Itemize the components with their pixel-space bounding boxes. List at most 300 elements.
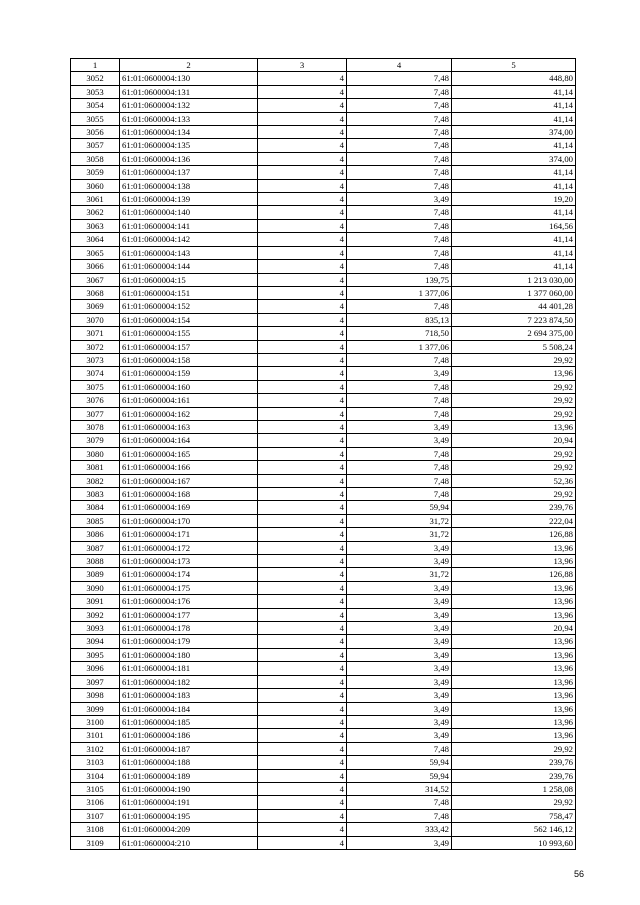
area-value: 3,49: [347, 662, 452, 675]
category-code: 4: [258, 112, 347, 125]
cadastral-number: 61:01:0600004:174: [120, 568, 258, 581]
table-row: [71, 233, 576, 246]
table-row: [71, 541, 576, 554]
cost-value: 10 993,60: [452, 836, 576, 849]
area-value: 59,94: [347, 501, 452, 514]
category-code: 4: [258, 313, 347, 326]
cost-value: 13,96: [452, 367, 576, 380]
cadastral-number: 61:01:0600004:165: [120, 447, 258, 460]
row-number: 3100: [71, 715, 120, 728]
table-row: [71, 126, 576, 139]
row-number: 3104: [71, 769, 120, 782]
cadastral-number: 61:01:0600004:154: [120, 313, 258, 326]
row-number: 3071: [71, 327, 120, 340]
table-row: [71, 662, 576, 675]
cadastral-number: 61:01:0600004:178: [120, 622, 258, 635]
category-code: 4: [258, 461, 347, 474]
cadastral-number: 61:01:0600004:143: [120, 246, 258, 259]
area-value: 59,94: [347, 756, 452, 769]
cadastral-number: 61:01:0600004:186: [120, 729, 258, 742]
cost-value: 13,96: [452, 702, 576, 715]
category-code: 4: [258, 179, 347, 192]
table-row: [71, 756, 576, 769]
table-row: [71, 702, 576, 715]
cadastral-number: 61:01:0600004:185: [120, 715, 258, 728]
row-number: 3081: [71, 461, 120, 474]
cadastral-number: 61:01:0600004:139: [120, 193, 258, 206]
category-code: 4: [258, 407, 347, 420]
category-code: 4: [258, 635, 347, 648]
row-number: 3073: [71, 353, 120, 366]
area-value: 3,49: [347, 420, 452, 433]
category-code: 4: [258, 139, 347, 152]
cost-value: 374,00: [452, 152, 576, 165]
cost-value: 126,88: [452, 528, 576, 541]
row-number: 3052: [71, 72, 120, 85]
cadastral-number: 61:01:0600004:131: [120, 85, 258, 98]
row-number: 3076: [71, 394, 120, 407]
cadastral-number: 61:01:0600004:209: [120, 823, 258, 836]
category-code: 4: [258, 675, 347, 688]
cadastral-number: 61:01:0600004:138: [120, 179, 258, 192]
category-code: 4: [258, 756, 347, 769]
area-value: 7,48: [347, 85, 452, 98]
cost-value: 448,80: [452, 72, 576, 85]
category-code: 4: [258, 394, 347, 407]
cost-value: 7 223 874,50: [452, 313, 576, 326]
cadastral-number: 61:01:0600004:15: [120, 273, 258, 286]
cost-value: 41,14: [452, 206, 576, 219]
category-code: 4: [258, 836, 347, 849]
category-code: 4: [258, 689, 347, 702]
area-value: 59,94: [347, 769, 452, 782]
cost-value: 13,96: [452, 581, 576, 594]
row-number: 3060: [71, 179, 120, 192]
cadastral-number: 61:01:0600004:133: [120, 112, 258, 125]
cadastral-number: 61:01:0600004:176: [120, 595, 258, 608]
cadastral-number: 61:01:0600004:164: [120, 434, 258, 447]
cadastral-number: 61:01:0600004:160: [120, 380, 258, 393]
cost-value: 41,14: [452, 99, 576, 112]
table-header-row: [71, 59, 576, 72]
cadastral-number: 61:01:0600004:169: [120, 501, 258, 514]
column-header: 4: [347, 59, 452, 72]
cost-value: 41,14: [452, 260, 576, 273]
row-number: 3059: [71, 166, 120, 179]
category-code: 4: [258, 769, 347, 782]
category-code: 4: [258, 260, 347, 273]
category-code: 4: [258, 514, 347, 527]
row-number: 3099: [71, 702, 120, 715]
column-header: 1: [71, 59, 120, 72]
area-value: 3,49: [347, 715, 452, 728]
category-code: 4: [258, 340, 347, 353]
row-number: 3087: [71, 541, 120, 554]
cost-value: 13,96: [452, 541, 576, 554]
table-row: [71, 501, 576, 514]
cadastral-number: 61:01:0600004:167: [120, 474, 258, 487]
table-row: [71, 139, 576, 152]
cadastral-number: 61:01:0600004:184: [120, 702, 258, 715]
cadastral-number: 61:01:0600004:157: [120, 340, 258, 353]
cost-value: 52,36: [452, 474, 576, 487]
row-number: 3061: [71, 193, 120, 206]
table-row: [71, 219, 576, 232]
row-number: 3107: [71, 809, 120, 822]
table-row: [71, 327, 576, 340]
column-header: 3: [258, 59, 347, 72]
table-row: [71, 608, 576, 621]
column-header: 2: [120, 59, 258, 72]
table-row: [71, 206, 576, 219]
table-row: [71, 313, 576, 326]
cost-value: 13,96: [452, 729, 576, 742]
cost-value: 222,04: [452, 514, 576, 527]
row-number: 3064: [71, 233, 120, 246]
category-code: 4: [258, 152, 347, 165]
cadastral-number: 61:01:0600004:161: [120, 394, 258, 407]
category-code: 4: [258, 622, 347, 635]
table-row: [71, 715, 576, 728]
row-number: 3106: [71, 796, 120, 809]
category-code: 4: [258, 246, 347, 259]
cadastral-number: 61:01:0600004:172: [120, 541, 258, 554]
cadastral-number: 61:01:0600004:180: [120, 648, 258, 661]
cadastral-number: 61:01:0600004:195: [120, 809, 258, 822]
cost-value: 562 146,12: [452, 823, 576, 836]
table-row: [71, 246, 576, 259]
category-code: 4: [258, 608, 347, 621]
cost-value: 29,92: [452, 447, 576, 460]
category-code: 4: [258, 286, 347, 299]
row-number: 3072: [71, 340, 120, 353]
category-code: 4: [258, 193, 347, 206]
area-value: 3,49: [347, 702, 452, 715]
category-code: 4: [258, 488, 347, 501]
cadastral-number: 61:01:0600004:181: [120, 662, 258, 675]
table-row: [71, 809, 576, 822]
table-row: [71, 488, 576, 501]
row-number: 3080: [71, 447, 120, 460]
row-number: 3068: [71, 286, 120, 299]
area-value: 3,49: [347, 622, 452, 635]
area-value: 7,48: [347, 152, 452, 165]
area-value: 3,49: [347, 635, 452, 648]
row-number: 3084: [71, 501, 120, 514]
cost-value: 2 694 375,00: [452, 327, 576, 340]
row-number: 3089: [71, 568, 120, 581]
category-code: 4: [258, 300, 347, 313]
cost-value: 41,14: [452, 166, 576, 179]
table-row: [71, 474, 576, 487]
category-code: 4: [258, 420, 347, 433]
area-value: 7,48: [347, 488, 452, 501]
cadastral-number: 61:01:0600004:188: [120, 756, 258, 769]
area-value: 7,48: [347, 474, 452, 487]
table-row: [71, 568, 576, 581]
area-value: 7,48: [347, 72, 452, 85]
row-number: 3088: [71, 555, 120, 568]
area-value: 3,49: [347, 555, 452, 568]
table-row: [71, 380, 576, 393]
table-row: [71, 179, 576, 192]
area-value: 7,48: [347, 407, 452, 420]
cost-value: 1 258,08: [452, 782, 576, 795]
cost-value: 13,96: [452, 648, 576, 661]
area-value: 718,50: [347, 327, 452, 340]
cost-value: 29,92: [452, 394, 576, 407]
row-number: 3056: [71, 126, 120, 139]
row-number: 3066: [71, 260, 120, 273]
category-code: 4: [258, 796, 347, 809]
cadastral-number: 61:01:0600004:191: [120, 796, 258, 809]
category-code: 4: [258, 72, 347, 85]
row-number: 3094: [71, 635, 120, 648]
row-number: 3077: [71, 407, 120, 420]
table-row: [71, 581, 576, 594]
cadastral-number: 61:01:0600004:168: [120, 488, 258, 501]
row-number: 3069: [71, 300, 120, 313]
row-number: 3091: [71, 595, 120, 608]
row-number: 3103: [71, 756, 120, 769]
cost-value: 29,92: [452, 461, 576, 474]
area-value: 3,49: [347, 581, 452, 594]
row-number: 3074: [71, 367, 120, 380]
category-code: 4: [258, 367, 347, 380]
area-value: 3,49: [347, 608, 452, 621]
area-value: 7,48: [347, 742, 452, 755]
category-code: 4: [258, 273, 347, 286]
area-value: 1 377,06: [347, 340, 452, 353]
table-row: [71, 193, 576, 206]
row-number: 3062: [71, 206, 120, 219]
cadastral-number: 61:01:0600004:134: [120, 126, 258, 139]
cost-value: 20,94: [452, 622, 576, 635]
table-row: [71, 420, 576, 433]
row-number: 3082: [71, 474, 120, 487]
cost-value: 29,92: [452, 407, 576, 420]
area-value: 7,48: [347, 112, 452, 125]
cadastral-number: 61:01:0600004:210: [120, 836, 258, 849]
table-row: [71, 447, 576, 460]
row-number: 3079: [71, 434, 120, 447]
table-row: [71, 434, 576, 447]
area-value: 7,48: [347, 796, 452, 809]
row-number: 3086: [71, 528, 120, 541]
category-code: 4: [258, 541, 347, 554]
cadastral-number: 61:01:0600004:177: [120, 608, 258, 621]
table-row: [71, 260, 576, 273]
table-row: [71, 796, 576, 809]
table-row: [71, 407, 576, 420]
area-value: 3,49: [347, 729, 452, 742]
cadastral-number: 61:01:0600004:162: [120, 407, 258, 420]
cadastral-number: 61:01:0600004:141: [120, 219, 258, 232]
area-value: 7,48: [347, 300, 452, 313]
row-number: 3105: [71, 782, 120, 795]
area-value: 31,72: [347, 514, 452, 527]
category-code: 4: [258, 742, 347, 755]
area-value: 7,48: [347, 353, 452, 366]
table-row: [71, 635, 576, 648]
area-value: 7,48: [347, 219, 452, 232]
category-code: 4: [258, 568, 347, 581]
cadastral-number: 61:01:0600004:187: [120, 742, 258, 755]
area-value: 7,48: [347, 394, 452, 407]
row-number: 3057: [71, 139, 120, 152]
area-value: 31,72: [347, 528, 452, 541]
table-row: [71, 782, 576, 795]
category-code: 4: [258, 126, 347, 139]
category-code: 4: [258, 434, 347, 447]
area-value: 7,48: [347, 99, 452, 112]
category-code: 4: [258, 528, 347, 541]
cost-value: 41,14: [452, 233, 576, 246]
cadastral-number: 61:01:0600004:142: [120, 233, 258, 246]
cost-value: 13,96: [452, 715, 576, 728]
cost-value: 41,14: [452, 139, 576, 152]
category-code: 4: [258, 85, 347, 98]
table-row: [71, 769, 576, 782]
row-number: 3067: [71, 273, 120, 286]
table-row: [71, 340, 576, 353]
table-row: [71, 394, 576, 407]
cost-value: 126,88: [452, 568, 576, 581]
category-code: 4: [258, 809, 347, 822]
cost-value: 13,96: [452, 420, 576, 433]
table-row: [71, 555, 576, 568]
column-header: 5: [452, 59, 576, 72]
cost-value: 239,76: [452, 501, 576, 514]
cadastral-number: 61:01:0600004:132: [120, 99, 258, 112]
cadastral-number: 61:01:0600004:166: [120, 461, 258, 474]
row-number: 3078: [71, 420, 120, 433]
row-number: 3098: [71, 689, 120, 702]
row-number: 3102: [71, 742, 120, 755]
cost-value: 44 401,28: [452, 300, 576, 313]
cost-value: 29,92: [452, 796, 576, 809]
category-code: 4: [258, 595, 347, 608]
table-row: [71, 72, 576, 85]
table-row: [71, 353, 576, 366]
cost-value: 41,14: [452, 112, 576, 125]
cost-value: 20,94: [452, 434, 576, 447]
cost-value: 13,96: [452, 608, 576, 621]
category-code: 4: [258, 353, 347, 366]
cadastral-number: 61:01:0600004:189: [120, 769, 258, 782]
cost-value: 13,96: [452, 675, 576, 688]
category-code: 4: [258, 729, 347, 742]
page-number: 56: [573, 869, 584, 879]
category-code: 4: [258, 702, 347, 715]
cadastral-number: 61:01:0600004:136: [120, 152, 258, 165]
table-row: [71, 595, 576, 608]
cost-value: 13,96: [452, 595, 576, 608]
row-number: 3075: [71, 380, 120, 393]
cost-value: 758,47: [452, 809, 576, 822]
area-value: 7,48: [347, 809, 452, 822]
area-value: 139,75: [347, 273, 452, 286]
cadastral-number: 61:01:0600004:151: [120, 286, 258, 299]
area-value: 3,49: [347, 689, 452, 702]
cost-value: 1 377 060,00: [452, 286, 576, 299]
cost-value: 29,92: [452, 380, 576, 393]
cost-value: 164,56: [452, 219, 576, 232]
cost-value: 13,96: [452, 689, 576, 702]
area-value: 7,48: [347, 246, 452, 259]
area-value: 314,52: [347, 782, 452, 795]
table-row: [71, 99, 576, 112]
cadastral-number: 61:01:0600004:175: [120, 581, 258, 594]
category-code: 4: [258, 648, 347, 661]
area-value: 7,48: [347, 126, 452, 139]
area-value: 3,49: [347, 675, 452, 688]
row-number: 3085: [71, 514, 120, 527]
cadastral-number: 61:01:0600004:158: [120, 353, 258, 366]
table-row: [71, 514, 576, 527]
area-value: 7,48: [347, 179, 452, 192]
category-code: 4: [258, 662, 347, 675]
row-number: 3095: [71, 648, 120, 661]
cost-value: 13,96: [452, 555, 576, 568]
cost-value: 13,96: [452, 635, 576, 648]
area-value: 835,13: [347, 313, 452, 326]
cadastral-number: 61:01:0600004:137: [120, 166, 258, 179]
category-code: 4: [258, 447, 347, 460]
cost-value: 29,92: [452, 353, 576, 366]
cadastral-number: 61:01:0600004:140: [120, 206, 258, 219]
category-code: 4: [258, 233, 347, 246]
row-number: 3054: [71, 99, 120, 112]
area-value: 3,49: [347, 367, 452, 380]
row-number: 3108: [71, 823, 120, 836]
cost-value: 239,76: [452, 756, 576, 769]
row-number: 3109: [71, 836, 120, 849]
area-value: 7,48: [347, 206, 452, 219]
category-code: 4: [258, 219, 347, 232]
table-row: [71, 675, 576, 688]
category-code: 4: [258, 99, 347, 112]
row-number: 3090: [71, 581, 120, 594]
cadastral-number: 61:01:0600004:190: [120, 782, 258, 795]
category-code: 4: [258, 782, 347, 795]
table-row: [71, 112, 576, 125]
table-row: [71, 300, 576, 313]
row-number: 3096: [71, 662, 120, 675]
table-row: [71, 729, 576, 742]
cost-value: 41,14: [452, 246, 576, 259]
table-body: [71, 72, 576, 850]
cost-value: 374,00: [452, 126, 576, 139]
cadastral-number: 61:01:0600004:144: [120, 260, 258, 273]
area-value: 3,49: [347, 434, 452, 447]
area-value: 3,49: [347, 541, 452, 554]
cost-value: 5 508,24: [452, 340, 576, 353]
area-value: 3,49: [347, 595, 452, 608]
cadastral-number: 61:01:0600004:170: [120, 514, 258, 527]
row-number: 3083: [71, 488, 120, 501]
cost-value: 239,76: [452, 769, 576, 782]
area-value: 7,48: [347, 166, 452, 179]
table-row: [71, 273, 576, 286]
category-code: 4: [258, 715, 347, 728]
area-value: 7,48: [347, 139, 452, 152]
table-row: [71, 528, 576, 541]
category-code: 4: [258, 166, 347, 179]
category-code: 4: [258, 555, 347, 568]
category-code: 4: [258, 380, 347, 393]
table-row: [71, 286, 576, 299]
